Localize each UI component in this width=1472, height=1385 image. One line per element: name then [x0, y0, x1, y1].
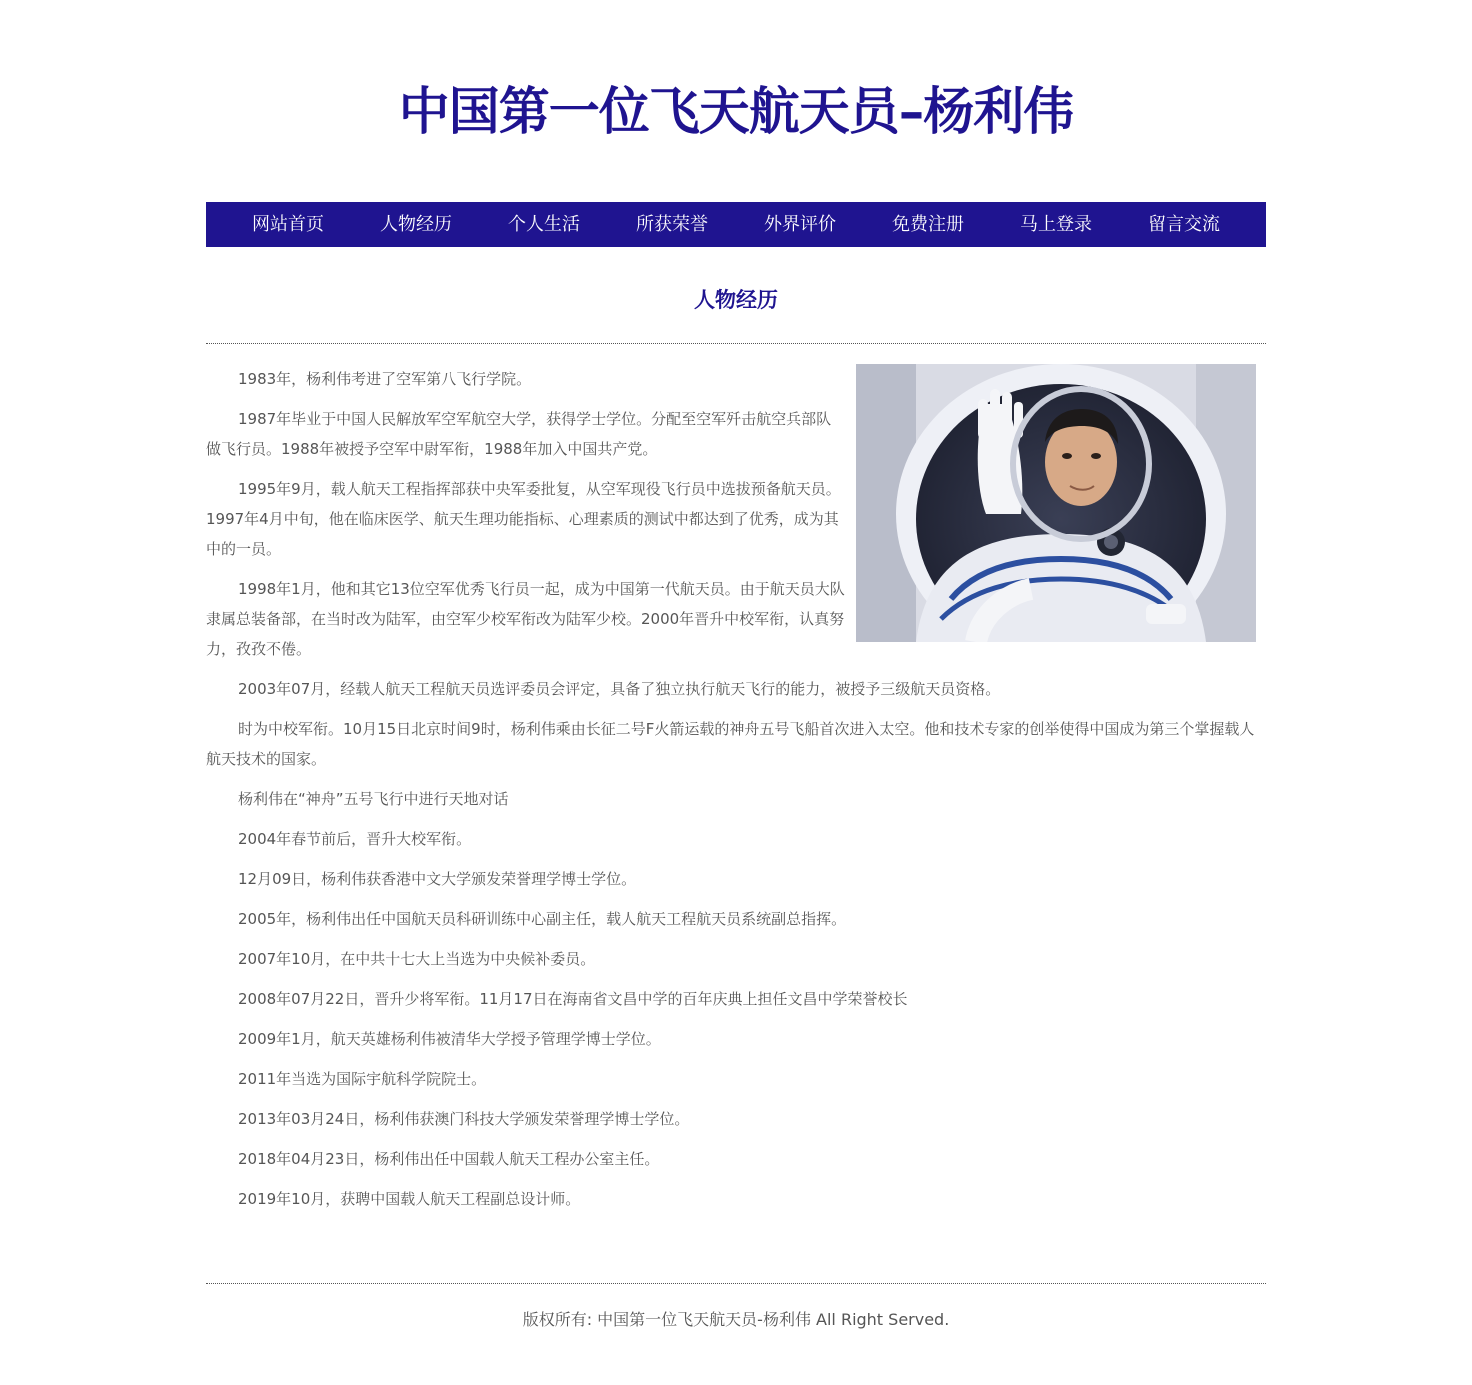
paragraph: 1983年，杨利伟考进了空军第八飞行学院。 [238, 370, 532, 388]
paragraph: 2018年04月23日，杨利伟出任中国载人航天工程办公室主任。 [238, 1150, 660, 1168]
paragraph: 时为中校军衔。10月15日北京时间9时，杨利伟乘由长征二号F火箭运载的神舟五号飞船首次进入太空。他和技术专家的创举使得中国成为第三个掌握载人航天技术的国家。 [206, 720, 1255, 768]
paragraph: 2005年，杨利伟出任中国航天员科研训练中心副主任，载人航天工程航天员系统副总指挥。 [238, 910, 847, 928]
article-content [206, 364, 1256, 1224]
paragraph: 2013年03月24日，杨利伟获澳门科技大学颁发荣誉理学博士学位。 [238, 1110, 690, 1128]
paragraph: 1995年9月，载人航天工程指挥部获中央军委批复，从空军现役飞行员中选拔预备航天员。1997年4月中旬，他在临床医学、航天生理功能指标、心理素质的测试中都达到了优秀，成为其中的一员。 [206, 480, 841, 558]
footer-copyright: 版权所有: 中国第一位飞天航天员-杨利伟 All Right Served. [522, 1310, 950, 1329]
astronaut-photo [856, 364, 1256, 642]
paragraph: 2019年10月，获聘中国载人航天工程副总设计师。 [238, 1190, 581, 1208]
nav-item-reviews[interactable]: 外界评价 [764, 214, 836, 235]
nav-item-register[interactable]: 免费注册 [892, 214, 964, 235]
nav-item-login[interactable]: 马上登录 [1020, 214, 1092, 235]
paragraph: 2011年当选为国际宇航科学院院士。 [238, 1070, 487, 1088]
nav-item-home[interactable]: 网站首页 [252, 214, 324, 235]
footer-divider [206, 1283, 1266, 1284]
paragraph: 2004年春节前后，晋升大校军衔。 [238, 830, 472, 848]
divider [206, 343, 1266, 344]
nav-item-personal-life[interactable]: 个人生活 [508, 214, 580, 235]
paragraph: 2008年07月22日，晋升少将军衔。11月17日在海南省文昌中学的百年庆典上担任文昌中学荣誉校长 [238, 990, 908, 1008]
paragraph: 1987年毕业于中国人民解放军空军航空大学，获得学士学位。分配至空军歼击航空兵部队做飞行员。1988年被授予空军中尉军衔，1988年加入中国共产党。 [206, 410, 832, 458]
paragraph: 1998年1月，他和其它13位空军优秀飞行员一起，成为中国第一代航天员。由于航天员大队隶属总装备部，在当时改为陆军，由空军少校军衔改为陆军少校。2000年晋升中校军衔，认真努力，孜孜不倦。 [206, 580, 845, 658]
paragraph: 12月09日，杨利伟获香港中文大学颁发荣誉理学博士学位。 [238, 870, 637, 888]
site-title: 中国第一位飞天航天员–杨利伟 [398, 83, 1074, 142]
paragraph: 杨利伟在“神舟”五号飞行中进行天地对话 [238, 790, 509, 808]
nav-item-honors[interactable]: 所获荣誉 [636, 214, 708, 235]
paragraph: 2003年07月，经载人航天工程航天员选评委员会评定，具备了独立执行航天飞行的能力，被授予三级航天员资格。 [238, 680, 1001, 698]
main-nav [206, 202, 1266, 247]
nav-item-experience[interactable]: 人物经历 [380, 214, 452, 235]
page-title: 人物经历 [694, 288, 778, 312]
paragraph: 2007年10月，在中共十七大上当选为中央候补委员。 [238, 950, 596, 968]
nav-item-guestbook[interactable]: 留言交流 [1148, 214, 1220, 235]
paragraph: 2009年1月，航天英雄杨利伟被清华大学授予管理学博士学位。 [238, 1030, 661, 1048]
